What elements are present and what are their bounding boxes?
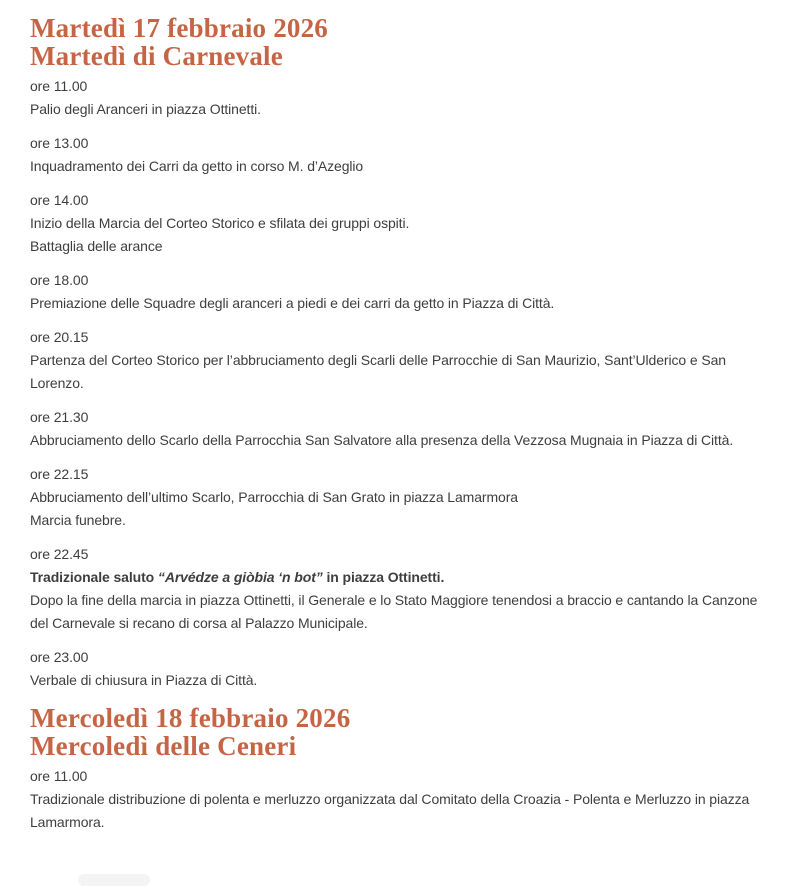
- event-item: [30, 74, 772, 121]
- section-date-line: Mercoledì 18 febbraio 2026: [30, 703, 351, 733]
- text-segment: in piazza Ottinetti.: [322, 569, 445, 585]
- event-item: [30, 645, 772, 692]
- event-time: ore 14.00: [30, 192, 89, 208]
- event-item: [30, 764, 772, 834]
- event-time: ore 21.30: [30, 409, 89, 425]
- section-heading: [30, 704, 772, 760]
- day-section: [30, 14, 772, 692]
- event-item: [30, 462, 772, 532]
- event-description-line: Inizio della Marcia del Corteo Storico e sfilata dei gruppi ospiti.: [30, 215, 410, 231]
- event-time: ore 11.00: [30, 78, 88, 94]
- event-description-line: Dopo la fine della marcia in piazza Ottinetti, il Generale e lo Stato Maggiore tenendosi a braccio e cantando la Canzone del Carnevale si recano di corsa al Palazzo Municipale.: [30, 592, 758, 631]
- event-description-line: Battaglia delle arance: [30, 238, 163, 254]
- event-time: ore 22.15: [30, 466, 89, 482]
- event-description-line: Abbruciamento dell’ultimo Scarlo, Parrocchia di San Grato in piazza Lamarmora: [30, 489, 518, 505]
- event-time: ore 23.00: [30, 649, 89, 665]
- event-time: ore 20.15: [30, 329, 89, 345]
- event-description-line: Premiazione delle Squadre degli aranceri a piedi e dei carri da getto in Piazza di Città.: [30, 295, 555, 311]
- event-item: [30, 405, 772, 452]
- event-list: [30, 764, 772, 834]
- event-time: ore 13.00: [30, 135, 89, 151]
- event-item: [30, 188, 772, 258]
- event-item: [30, 325, 772, 395]
- section-heading: [30, 14, 772, 70]
- event-item: [30, 268, 772, 315]
- event-time: ore 18.00: [30, 272, 89, 288]
- event-item: [30, 131, 772, 178]
- event-description-line: [30, 566, 772, 589]
- cutoff-element-below-fold: [78, 874, 150, 886]
- event-description-line: Palio degli Aranceri in piazza Ottinetti.: [30, 101, 261, 117]
- event-description-line: Tradizionale distribuzione di polenta e merluzzo organizzata dal Comitato della Croazia - Polenta e Merluzzo in piazza Lamarmora.: [30, 791, 750, 830]
- event-description-line: Partenza del Corteo Storico per l’abbruciamento degli Scarli delle Parrocchie di San Maurizio, Sant’Ulderico e San Lorenzo.: [30, 352, 726, 391]
- day-section: [30, 704, 772, 834]
- event-description-line: Abbruciamento dello Scarlo della Parrocchia San Salvatore alla presenza della Vezzosa Mugnaia in Piazza di Città.: [30, 432, 734, 448]
- event-time: ore 22.45: [30, 546, 89, 562]
- event-description-line: Inquadramento dei Carri da getto in corso M. d’Azeglio: [30, 158, 364, 174]
- event-item: [30, 542, 772, 635]
- section-subtitle-line: Martedì di Carnevale: [30, 41, 283, 71]
- event-list: [30, 74, 772, 692]
- event-description-line: Verbale di chiusura in Piazza di Città.: [30, 672, 258, 688]
- text-segment: “Arvédze a giòbia ‘n bot”: [157, 569, 323, 585]
- section-date-line: Martedì 17 febbraio 2026: [30, 13, 329, 43]
- event-description-line: Marcia funebre.: [30, 512, 126, 528]
- section-subtitle-line: Mercoledì delle Ceneri: [30, 731, 297, 761]
- text-segment: Tradizionale saluto: [30, 569, 158, 585]
- event-time: ore 11.00: [30, 768, 88, 784]
